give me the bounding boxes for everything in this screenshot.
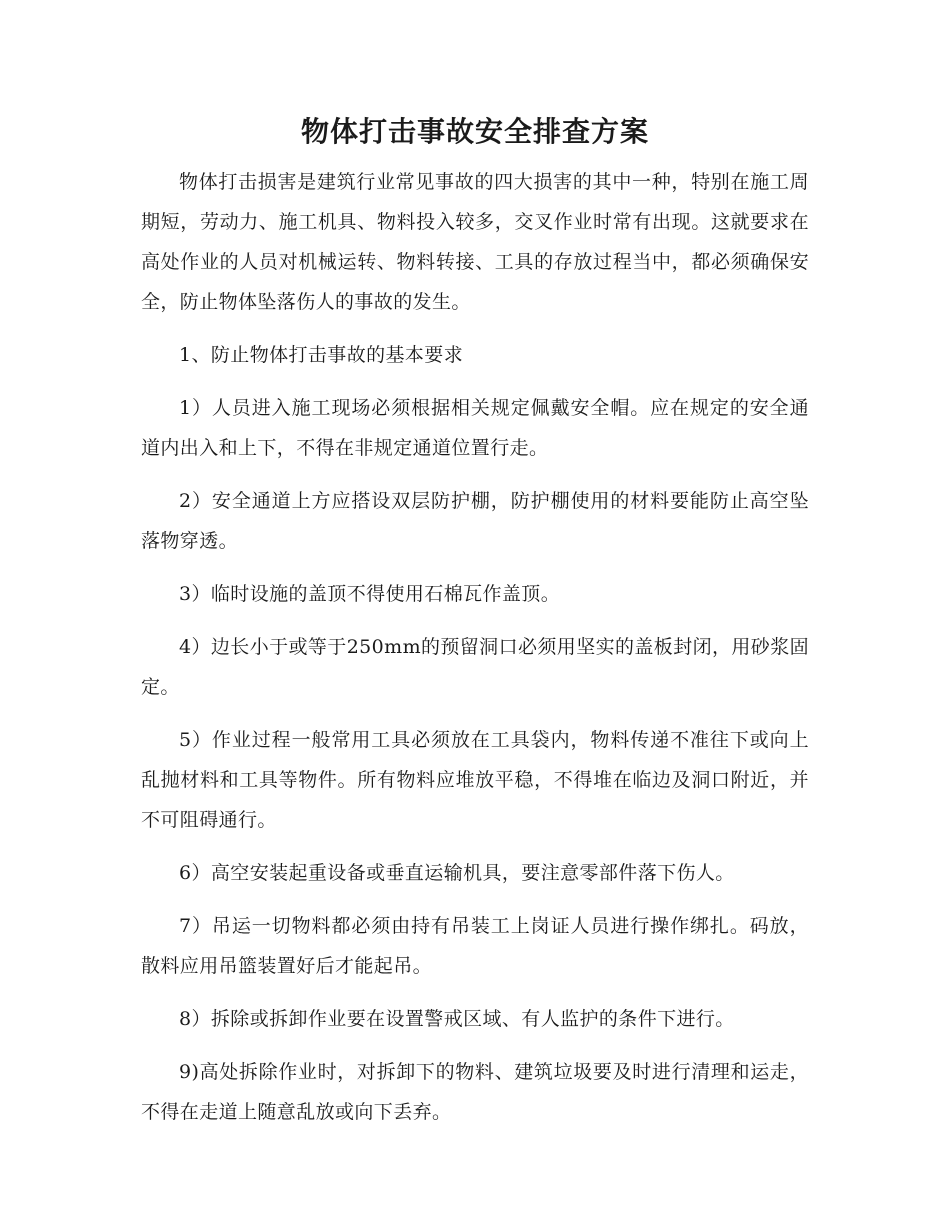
requirement-item-3: 3）临时设施的盖顶不得使用石棉瓦作盖顶。 xyxy=(179,583,561,605)
document-body xyxy=(141,162,809,1132)
requirement-item-6: 6）高空安装起重设备或垂直运输机具，要注意零部件落下伤人。 xyxy=(179,862,735,884)
requirement-item-2: 2）安全通道上方应搭设双层防护棚，防护棚使用的材料要能防止高空坠落物穿透。 xyxy=(141,490,809,552)
document-title: 物体打击事故安全排查方案 xyxy=(300,115,649,148)
requirement-item-9: 9)高处拆除作业时，对拆卸下的物料、建筑垃圾要及时进行清理和运走，不得在走道上随意乱放或向下丢弃。 xyxy=(141,1061,809,1123)
requirement-item-4: 4）边长小于或等于250mm的预留洞口必须用坚实的盖板封闭，用砂浆固定。 xyxy=(141,636,809,698)
requirement-item-7: 7）吊运一切物料都必须由持有吊装工上岗证人员进行操作绑扎。码放，散料应用吊篮装置好后才能起吊。 xyxy=(141,915,809,977)
intro-paragraph: 物体打击损害是建筑行业常见事故的四大损害的其中一种，特别在施工周期短，劳动力、施工机具、物料投入较多，交叉作业时常有出现。这就要求在高处作业的人员对机械运转、物料转接、工具的存放过程当中，都必须确保安全，防止物体坠落伤人的事故的发生。 xyxy=(141,171,809,313)
requirement-item-8: 8）拆除或拆卸作业要在设置警戒区域、有人监护的条件下进行。 xyxy=(179,1008,735,1030)
section-heading: 1、防止物体打击事故的基本要求 xyxy=(179,344,464,366)
requirement-item-5: 5）作业过程一般常用工具必须放在工具袋内，物料传递不准往下或向上乱抛材料和工具等物件。所有物料应堆放平稳，不得堆在临边及洞口附近，并不可阻碍通行。 xyxy=(141,729,809,831)
requirement-item-1: 1）人员进入施工现场必须根据相关规定佩戴安全帽。应在规定的安全通道内出入和上下，不得在非规定通道位置行走。 xyxy=(141,397,809,459)
